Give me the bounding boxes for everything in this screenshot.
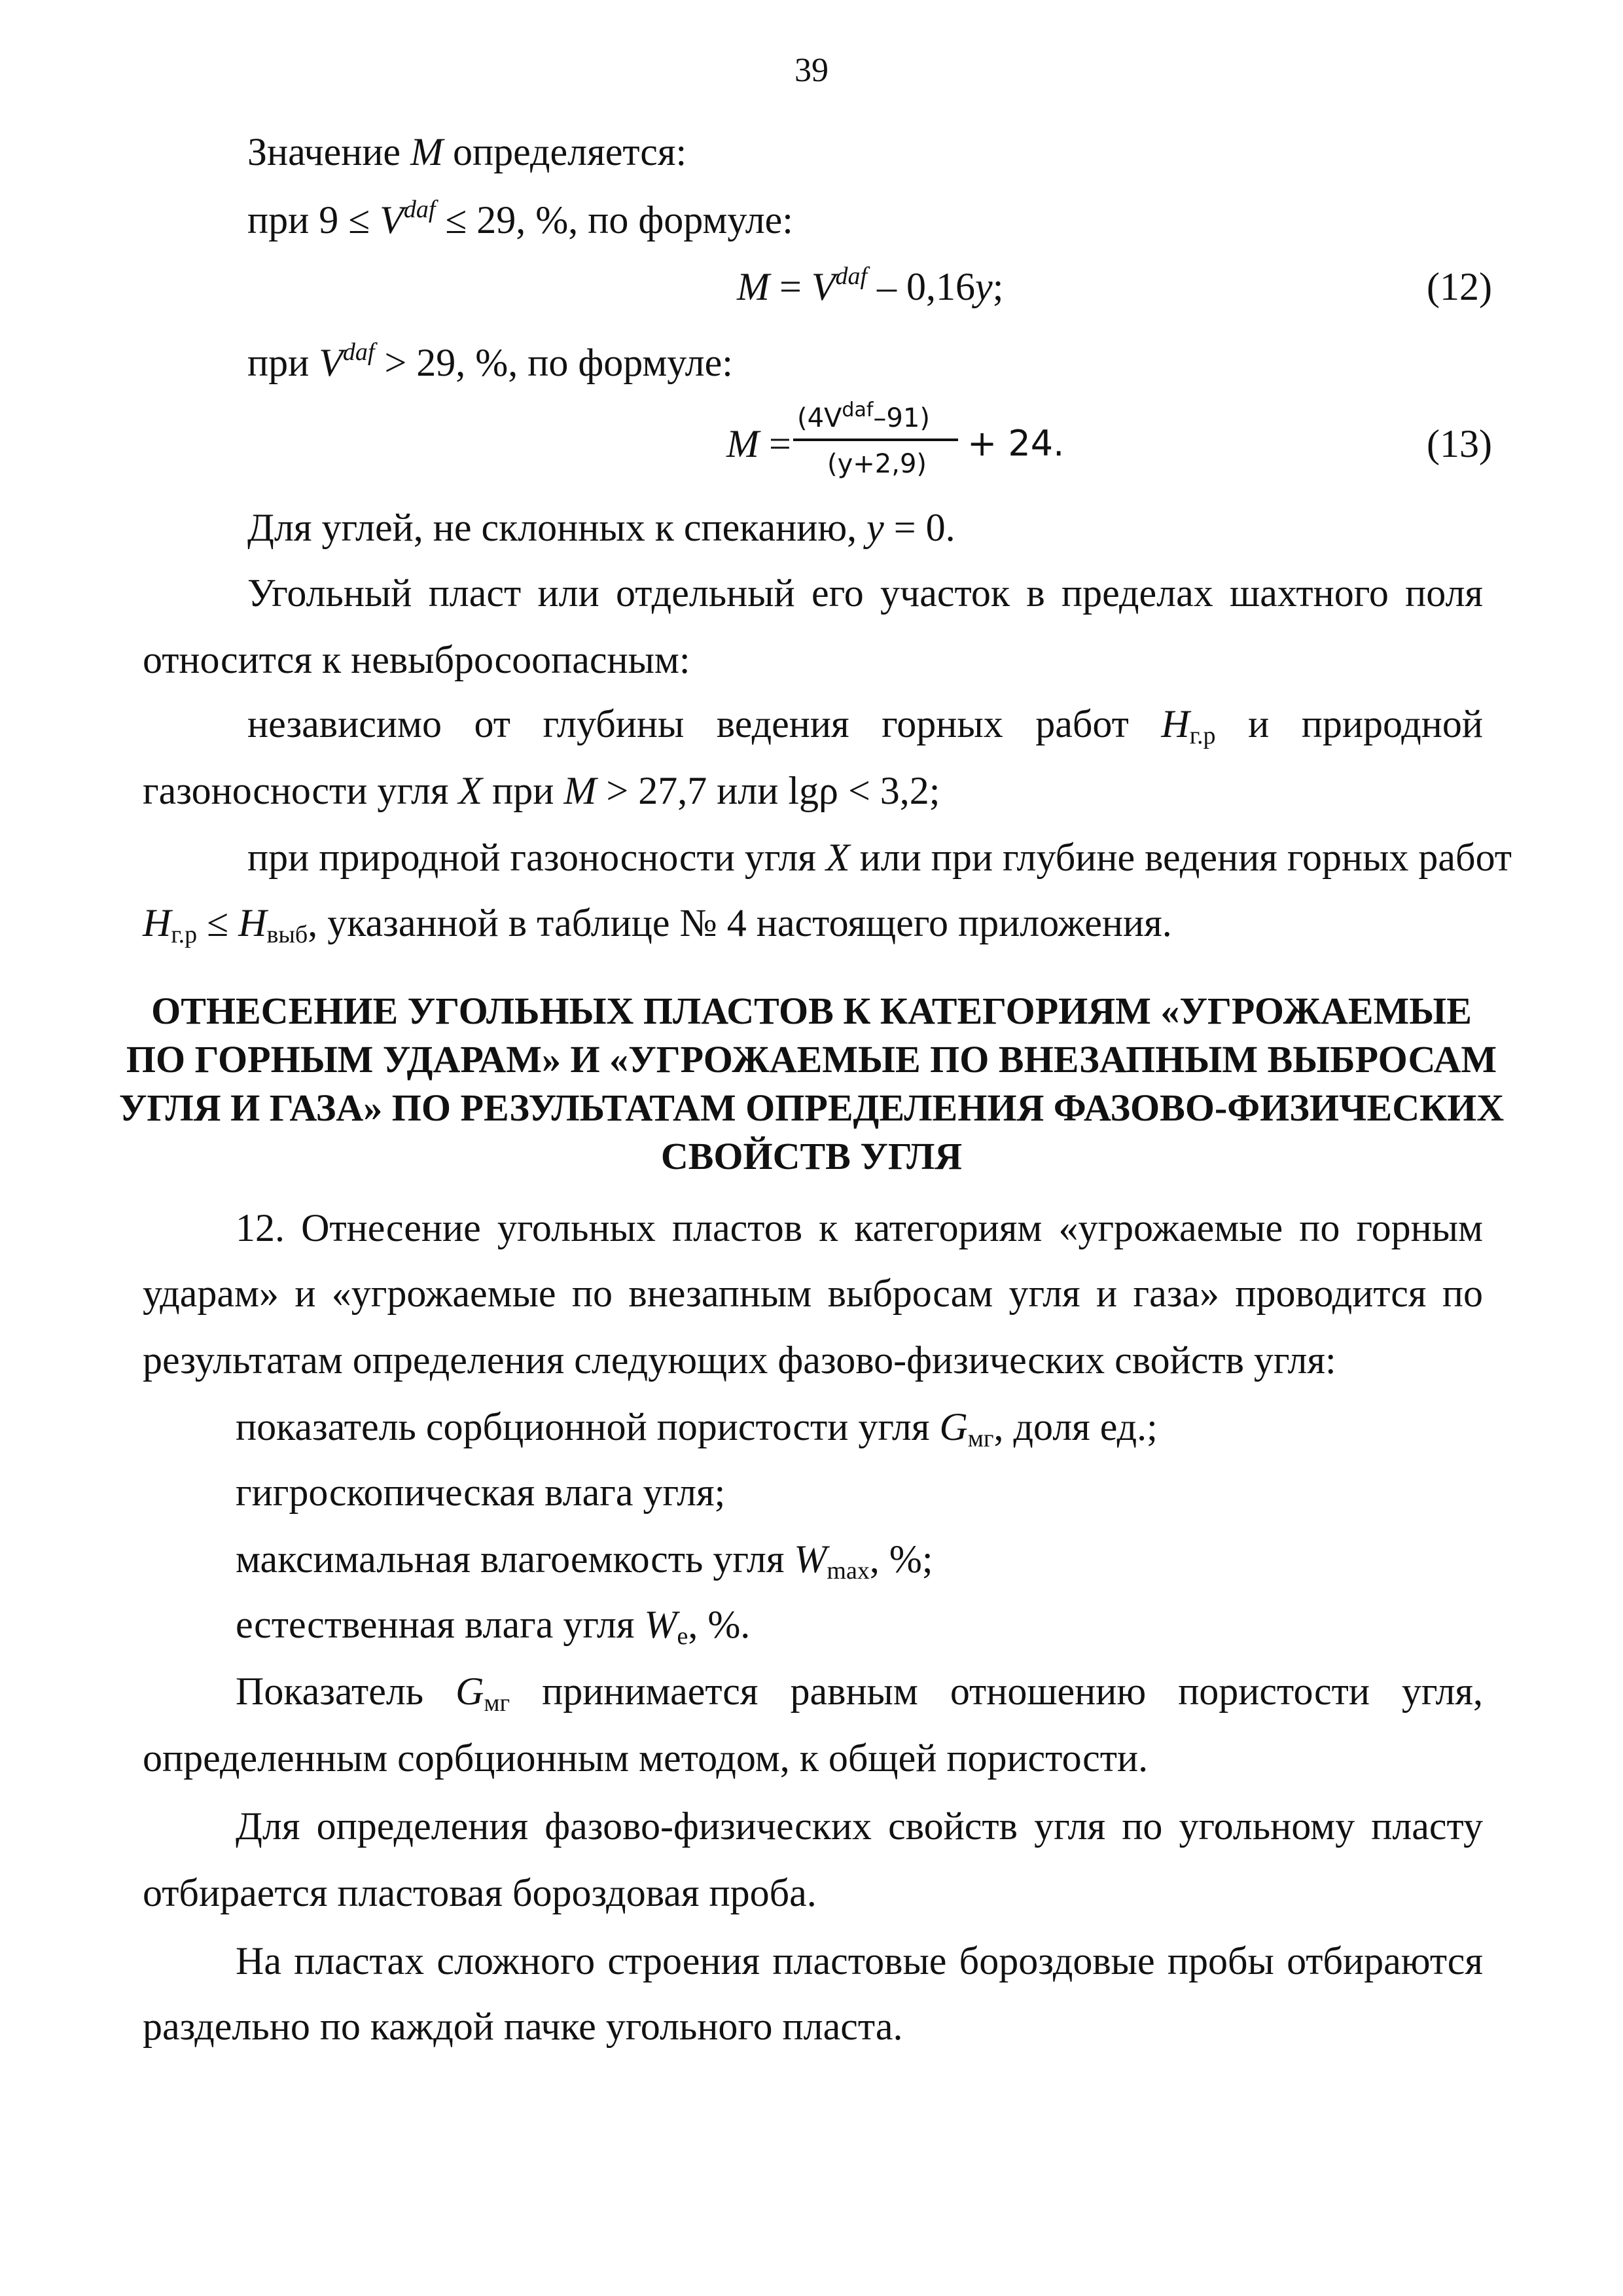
text-line: при природной газоносности угля X или при глубине ведения горных работ <box>247 836 1512 879</box>
text-line: отбирается пластовая бороздовая проба. <box>143 1871 817 1914</box>
fraction-bar <box>793 439 958 441</box>
text-line: На пластах сложного строения пластовые бороздовые пробы отбираются <box>236 1939 1483 1982</box>
formula-12: $M = V^{daf} - 0,16y$; <box>737 262 1004 308</box>
text-line: относится к невыбросоопасным: <box>143 638 690 681</box>
equation-number: (13) <box>1427 422 1492 465</box>
text-line: Значение M определяется: <box>247 130 687 173</box>
fraction-numerator: $(4V^{daf}-91)$ <box>797 399 930 433</box>
text-line: Для углей, не склонных к спеканию, y = 0. <box>247 506 955 549</box>
text-line: Для определения фазово-физических свойств угля по угольному пласту <box>236 1804 1483 1848</box>
list-item: максимальная влагоемкость угля $W_{max}$, %; <box>236 1537 933 1585</box>
text-line: 12. Отнесение угольных пластов к категориям «угрожаемые по горным <box>236 1206 1483 1249</box>
text-line: Показатель $G_{мг}$ принимается равным отношению пористости угля, <box>236 1670 1484 1717</box>
text-line: $H_{г.р} \le H_{выб}$, указанной в таблице № 4 настоящего приложения. <box>143 901 1172 948</box>
equation-number: (12) <box>1427 265 1492 308</box>
text-line: Угольный пласт или отдельный его участок в пределах шахтного поля <box>247 571 1483 615</box>
list-item: гигроскопическая влага угля; <box>236 1471 726 1514</box>
list-item: естественная влага угля $W_е$, %. <box>236 1603 751 1650</box>
text-line: при $9 \le V^{daf} \le 29$, %, по формуле: <box>247 196 793 242</box>
page-number: 39 <box>794 52 829 89</box>
section-heading: ОТНЕСЕНИЕ УГОЛЬНЫХ ПЛАСТОВ К КАТЕГОРИЯМ «УГРОЖАЕМЫЕ ПО ГОРНЫМ УДАРАМ» И «УГРОЖАЕМЫЕ ПО ВНЕЗАПНЫМ ВЫБРОСАМ УГЛЯ И ГАЗА» ПО РЕЗУЛЬТАТАМ ОПРЕДЕЛЕНИЯ ФАЗОВО-ФИЗИЧЕСКИХ СВОЙСТВ УГЛЯ <box>118 990 1505 1177</box>
list-item: показатель сорбционной пористости угля $G_{мг}$, доля ед.; <box>236 1405 1158 1452</box>
fraction-denominator: (y+2,9) <box>827 449 927 479</box>
document-page: 39 Значение M определяется: при $9 \le V^{daf} \le 29$, %, по формуле: $M = V^{daf} - 0,16y$; (12) при $V^{daf} > 29$, %, по формуле: M = $(4V^{daf}-91)$ (y+2,9) + 24. (13) Для углей, не склонных к спеканию, y = 0. Угольный пласт или отдельный его участок в пределах шахтного поля относится к невыбросоопасным: независимо от глубины ведения горных работ $H_{г.р}$ и природной газоносности угля X при M > 27,7 или lgρ < 3,2; при природной газоносности угля X или при глубине ведения горных работ $H_{г.р} \le H_{выб}$, указанной в таблице № 4 настоящего приложения. ОТНЕСЕНИЕ УГОЛЬНЫХ ПЛАСТОВ К КАТЕГОРИЯМ «УГРОЖАЕМЫЕ ПО ГОРНЫМ УДАРАМ» И «УГРОЖАЕМЫЕ ПО ВНЕЗАПНЫМ ВЫБРОСАМ УГЛЯ И ГАЗА» ПО РЕЗУЛЬТАТАМ ОПРЕДЕЛЕНИЯ ФАЗОВО-ФИЗИЧЕСКИХ СВОЙСТВ УГЛЯ 12. Отнесение угольных пластов к категориям «угрожаемые по горным ударам» и «угрожаемые по внезапным выбросам угля и газа» проводится по результатам определения следующих фазово-физических свойств угля: показатель сорбционной пористости угля $G_{мг}$, доля ед.; гигроскопическая влага угля; максимальная влагоемкость угля $W_{max}$, %; естественная влага угля $W_е$, %. Показатель $G_{мг}$ принимается равным отношению пористости угля, определенным сорбционным методом, к общей пористости. Для определения фазово-физических свойств угля по угольному пласту отбирается пластовая бороздовая проба. На пластах сложного строения пластовые бороздовые пробы отбираются раздельно по каждой пачке угольного пласта. <box>0 0 1623 2296</box>
text-line: результатам определения следующих фазово-физических свойств угля: <box>143 1338 1336 1382</box>
text-line: определенным сорбционным методом, к общей пористости. <box>143 1736 1149 1780</box>
text-line: при $V^{daf} > 29$, %, по формуле: <box>247 338 733 384</box>
text-line: газоносности угля X при M > 27,7 или lgρ < 3,2; <box>143 769 940 812</box>
text-line: независимо от глубины ведения горных работ $H_{г.р}$ и природной <box>247 702 1483 749</box>
text-line: раздельно по каждой пачке угольного пласта. <box>143 2005 903 2048</box>
text-line: ударам» и «угрожаемые по внезапным выбросам угля и газа» проводится по <box>143 1272 1483 1315</box>
